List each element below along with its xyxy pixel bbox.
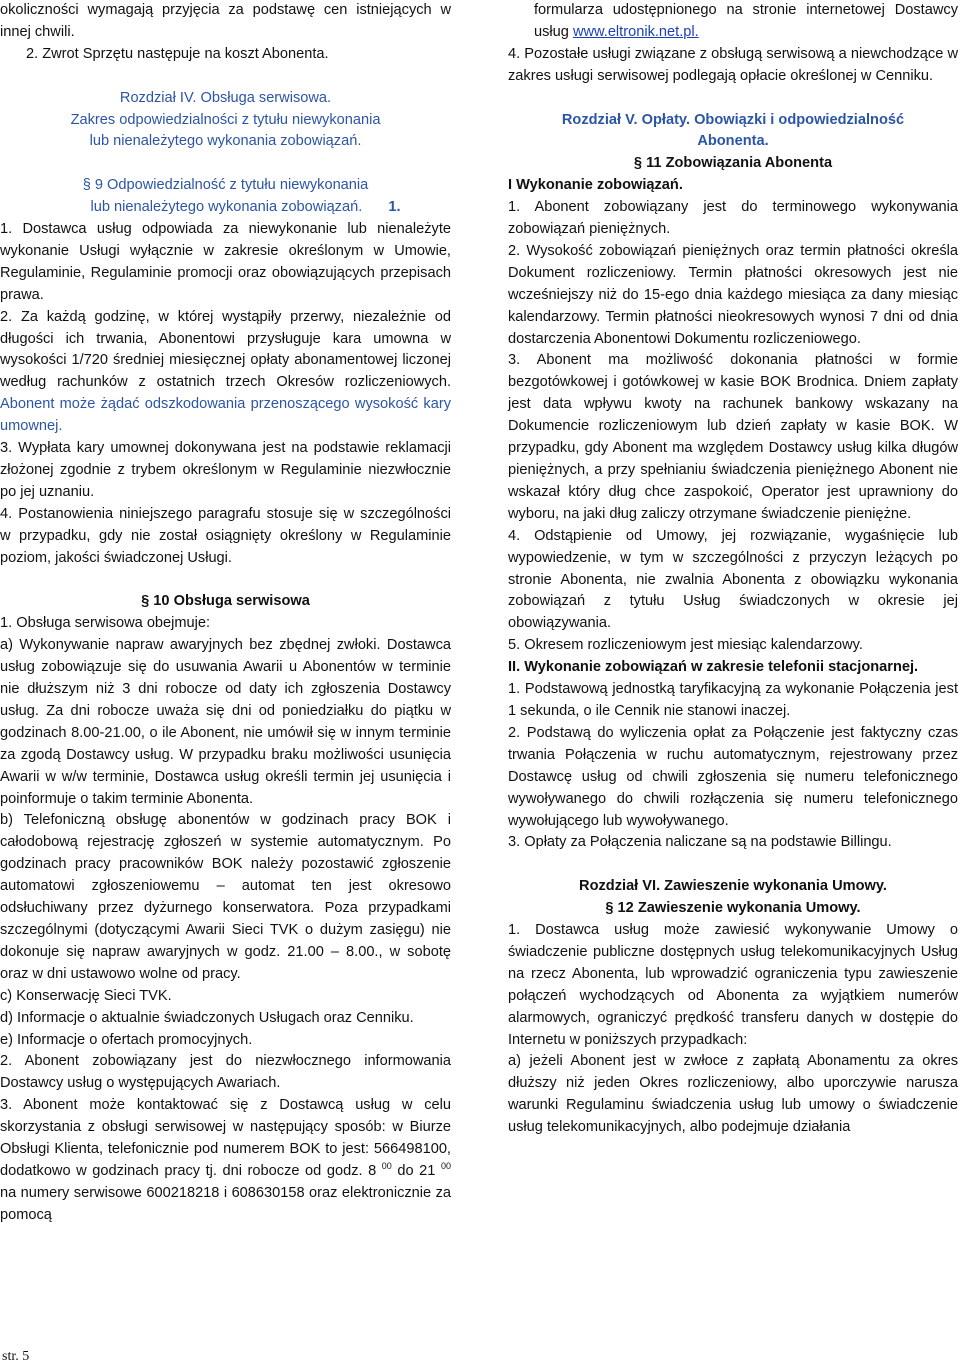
- paragraph-text: na numery serwisowe 600218218 i 608630158 oraz elektronicznie za pomocą: [0, 1184, 451, 1223]
- superscript: 00: [440, 1160, 451, 1171]
- paragraph: 3. Opłaty za Połączenia naliczane są na podstawie Billingu.: [508, 834, 892, 851]
- left-column: [0, 0, 451, 1227]
- section-title: [0, 197, 451, 219]
- section-title: § 9 Odpowiedzialność z tytułu niewykonania: [82, 177, 369, 194]
- paragraph: a) jeżeli Abonent jest w zwłoce z zapłatą Abonamentu za okres dłuższy niż jeden Okres rozliczeniowy, albo uporczywie narusza warunki Regulaminu świadczenia usług lub umowy o świadczenie usług telekomunikacyjnych, albo podejmuje działania: [508, 1053, 958, 1136]
- paragraph: [508, 0, 958, 44]
- right-column: [508, 0, 958, 1139]
- paragraph-text: do 21: [391, 1162, 441, 1179]
- paragraph-text: formularza udostępnionego na stronie internetowej Dostawcy usług: [534, 2, 958, 40]
- paragraph: 2. Zwrot Sprzętu następuje na koszt Abonenta.: [26, 45, 329, 62]
- paragraph: 2. Podstawą do wyliczenia opłat za Połączenie jest faktyczny czas trwania Połączenia w ruchu automatycznym, rejestrowany przez Dostawcę usług od chwili zgłoszenia się numeru telefonicznego wywoływanego do chwili rozłączenia się numeru telefonicznego wywołującego lub wywoływanego.: [508, 724, 958, 829]
- paragraph: 5. Okresem rozliczeniowym jest miesiąc kalendarzowy.: [508, 637, 863, 654]
- chapter-title: Abonenta.: [697, 133, 769, 150]
- section-title: § 12 Zawieszenie wykonania Umowy.: [605, 900, 861, 917]
- paragraph: 4. Odstąpienie od Umowy, jej rozwiązanie, wygaśnięcie lub wypowiedzenie, w tym w szczególności z przyczyn leżących po stronie Abonenta, nie zwalnia Abonenta z obowiązku wykonania zobowiązań z tytułu Usług świadczonych w okresie jej obowiązywania.: [508, 527, 958, 632]
- paragraph: c) Konserwację Sieci TVK.: [0, 987, 172, 1004]
- paragraph: a) Wykonywanie napraw awaryjnych bez zbędnej zwłoki. Dostawca usług zobowiązuje się do usuwania Awarii u Abonentów w terminie nie dłuższym niż 3 dni robocze od daty ich zgłoszenia Dostawcy usług. Za dni robocze uważa się dni od poniedziałku do piątku w godzinach 8.00-21.00, o ile Abonent, nie umówił się w innym terminie za zgodą Dostawcy usług. W przypadku braku możliwości usunięcia Awarii w w/w terminie, Dostawca usług określi termin jej usunięcia i poinformuje o takim terminie Abonenta.: [0, 637, 451, 807]
- chapter-subtitle: lub nienależytego wykonania zobowiązań.: [89, 133, 362, 150]
- section-number: 1.: [388, 199, 401, 216]
- paragraph: b) Telefoniczną obsługę abonentów w godzinach pracy BOK i całodobową rejestrację zgłoszeń w systemie automatycznym. Po godzinach pracy pracowników BOK należy pozostawić zgłoszenie automatowi zgłoszeniowemu – automat ten jest okresowo odsłuchiwany przez dyżurnego konserwatora. Poza przypadkami szczególnymi (dotyczącymi Awarii Sieci TVK o dużym zasięgu) nie dokonuje się napraw awaryjnych w godz. 21.00 – 8.00., w sobotę oraz w dni ustawowo wolne od pracy.: [0, 812, 451, 982]
- paragraph: [0, 1095, 451, 1226]
- superscript: 00: [381, 1160, 392, 1171]
- paragraph: 4. Postanowienia niniejszego paragrafu stosuje się w szczególności w przypadku, gdy nie został osiągnięty określony w Regulaminie poziom, jakości świadczonej Usługi.: [0, 505, 451, 566]
- paragraph: 1. Dostawca usług może zawiesić wykonywanie Umowy o świadczenie publiczne dostępnych usług telekomunikacyjnych Usług na rzecz Abonenta, lub wprowadzić ograniczenia typu zawieszenie połączeń wychodzących od Abonenta za wyjątkiem numerów alarmowych, ograniczyć prędkość transferu danych w dostępie do Internetu w poniższych przypadkach:: [508, 922, 958, 1048]
- paragraph: 1. Abonent zobowiązany jest do terminowego wykonywania zobowiązań pieniężnych.: [508, 199, 958, 238]
- paragraph-text: 2. Za każdą godzinę, w której wystąpiły przerwy, niezależnie od długości ich trwania, Abonentowi przysługuje kara umowna w wysokości 1/720 średniej miesięcznej opłaty abonamentowej liczonej według rachunków z ostatnich trzech Okresów rozliczeniowych.: [0, 308, 451, 391]
- section-title: § 11 Zobowiązania Abonenta: [633, 155, 833, 172]
- paragraph: 3. Abonent ma możliwość dokonania płatności w formie bezgotówkowej i gotówkowej w kasie BOK Brodnica. Dniem zapłaty jest data wpływu kwoty na rachunek bankowy wskazany na Dokumencie rozliczeniowym lub dzień zapłaty w kasie BOK. W przypadku, gdy Abonent ma względem Dostawcy usług kilka długów pieniężnych, a przy spełnianiu świadczenia pieniężnego Abonent nie wskazał który dług chce zaspokoić, Operator jest uprawniony do wyboru, na jaki dług zaliczy otrzymane świadczenie pieniężne.: [508, 352, 958, 522]
- paragraph: 3. Wypłata kary umownej dokonywana jest na podstawie reklamacji złożonej zgodnie z trybem określonym w Regulaminie niezwłocznie po jej uznaniu.: [0, 440, 451, 500]
- paragraph: [0, 307, 451, 438]
- subsection-title: II. Wykonanie zobowiązań w zakresie telefonii stacjonarnej.: [508, 659, 919, 676]
- paragraph: 1. Podstawową jednostką taryfikacyjną za wykonanie Połączenia jest 1 sekunda, o ile Cennik nie stanowi inaczej.: [508, 681, 958, 719]
- paragraph: 2. Abonent zobowiązany jest do niezwłocznego informowania Dostawcy usług o występujących Awariach.: [0, 1053, 451, 1092]
- paragraph: 1. Obsługa serwisowa obejmuje:: [0, 615, 211, 632]
- section-title: § 10 Obsługa serwisowa: [141, 593, 310, 610]
- chapter-title: Rozdział V. Opłaty. Obowiązki i odpowiedzialność: [561, 111, 905, 128]
- section-title-text: lub nienależytego wykonania zobowiązań.: [90, 199, 363, 216]
- chapter-subtitle: Zakres odpowiedzialności z tytułu niewykonania: [70, 111, 381, 128]
- paragraph: 1. Dostawca usług odpowiada za niewykonanie lub nienależyte wykonanie Usługi wyłącznie w zakresie określonym w Umowie, Regulaminie, Regulaminie promocji oraz obowiązujących przepisach prawa.: [0, 221, 451, 303]
- chapter-title: Rozdział VI. Zawieszenie wykonania Umowy.: [579, 878, 887, 895]
- paragraph-highlight: Abonent może żądać odszkodowania przenoszącego wysokość kary umownej.: [0, 396, 451, 435]
- paragraph: e) Informacje o ofertach promocyjnych.: [0, 1031, 253, 1048]
- page-number: str. 5: [2, 1349, 30, 1364]
- paragraph: 4. Pozostałe usługi związane z obsługą serwisową a niewchodzące w zakres usługi serwisowej podlegają opłacie określonej w Cenniku.: [508, 45, 958, 84]
- paragraph: 2. Wysokość zobowiązań pieniężnych oraz termin płatności określa Dokument rozliczeniowy. Termin płatności okresowych jest nie wcześniejszy niż do 15-ego dnia każdego miesiąca za dany miesiąc kalendarzowy. Termin płatności nieokresowych wynosi 7 dni od dnia dostarczenia Abonentowi Dokumentu rozliczeniowego.: [508, 242, 958, 347]
- paragraph-text: 3. Abonent może kontaktować się z Dostawcą usług w celu skorzystania z obsługi serwisowej w następujący sposób: w Biurze Obsługi Klienta, telefonicznie pod numerem BOK to jest: 566498100, dodatkowo w godzinach pracy tj. dni robocze od godz. 8: [0, 1097, 451, 1179]
- paragraph: d) Informacje o aktualnie świadczonych Usługach oraz Cenniku.: [0, 1009, 414, 1026]
- subsection-title: I Wykonanie zobowiązań.: [508, 177, 683, 194]
- website-link[interactable]: www.eltronik.net.pl.: [572, 23, 699, 40]
- chapter-title: Rozdział IV. Obsługa serwisowa.: [119, 89, 332, 106]
- paragraph: okoliczności wymagają przyjęcia za podstawę cen istniejących w innej chwili.: [0, 2, 451, 40]
